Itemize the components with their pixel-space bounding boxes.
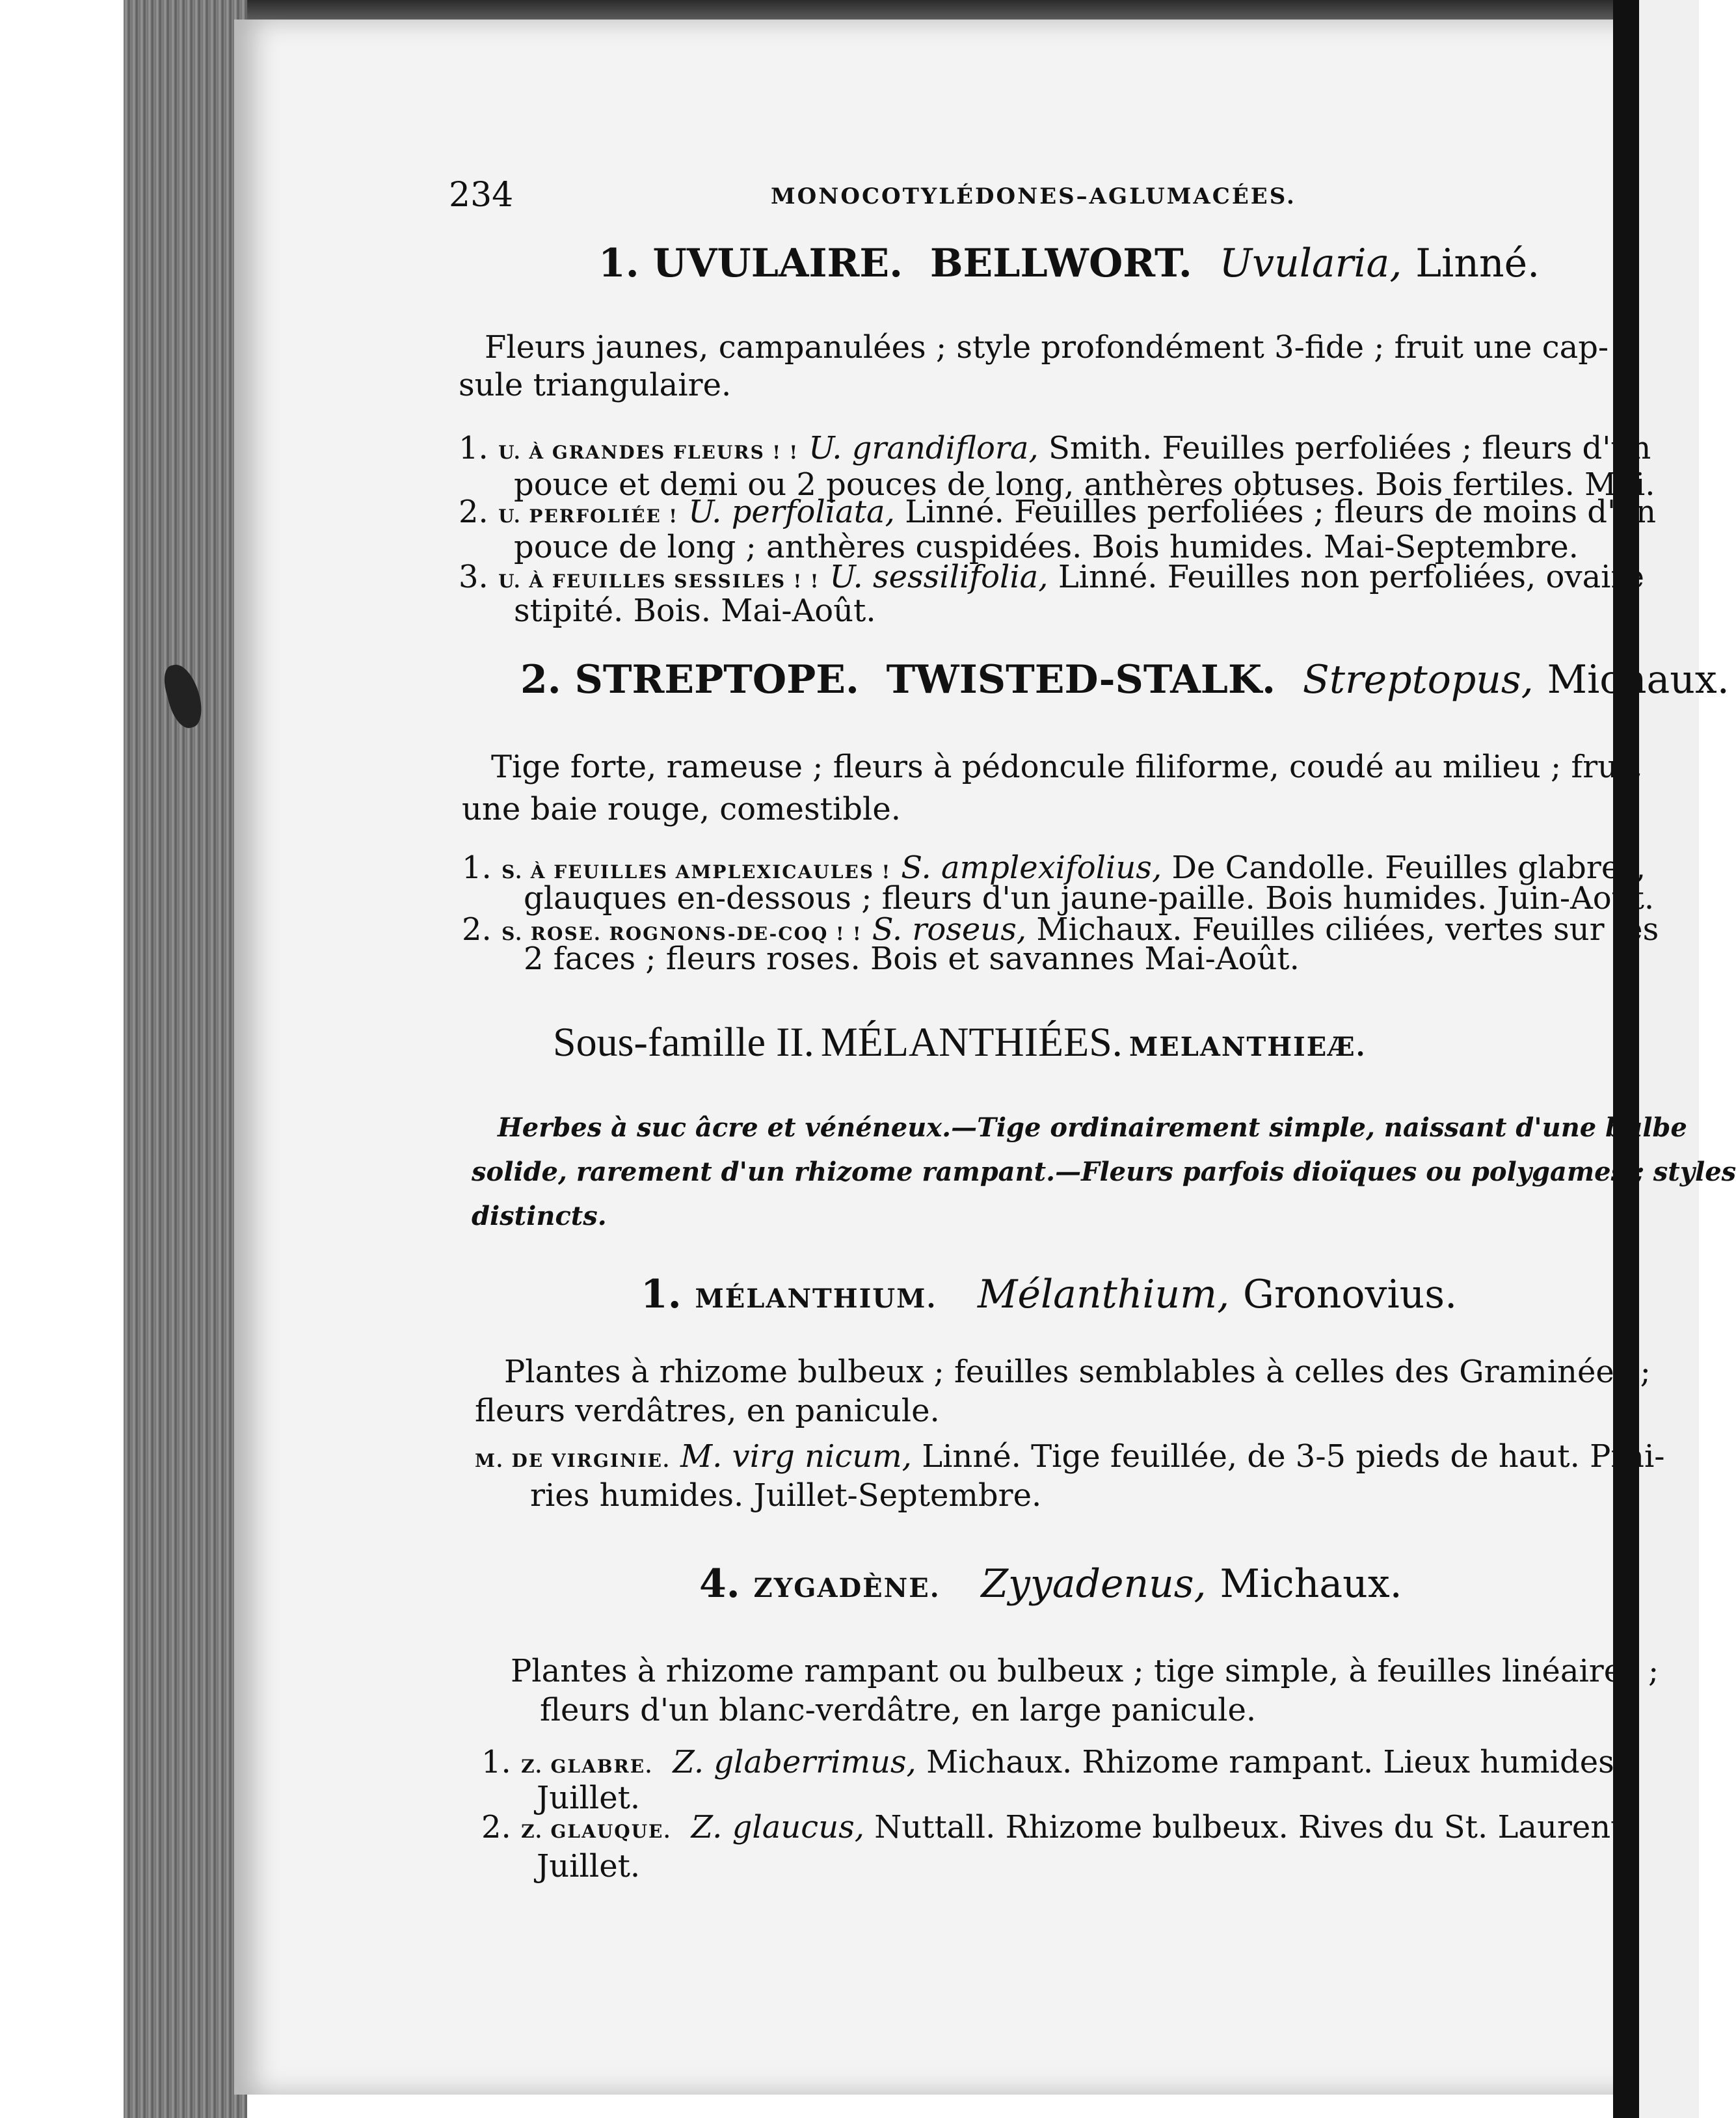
genus-description-line: fleurs verdâtres, en panicule. — [475, 1393, 940, 1429]
genus-number: 1. — [598, 241, 639, 286]
species-entry-cont: pouce et demi ou 2 pouces de long, anthères obtuses. Bois fertiles. Mai. — [514, 466, 1655, 503]
species-entry-cont: 2 faces ; fleurs roses. Bois et savannes Mai-Août. — [524, 941, 1300, 977]
species-entry: 3. U. À FEUILLES SESSILES ! ! U. sessilifolia, Linné. Feuilles non perfoliées, ovaire — [459, 559, 1644, 595]
species-entry: M. DE VIRGINIE. M. virg nicum, Linné. Tige feuillée, de 3-5 pieds de haut. Prai- — [475, 1438, 1665, 1475]
genus-description-line: Tige forte, rameuse ; fleurs à pédoncule filiforme, coudé au milieu ; fruit — [491, 749, 1640, 785]
subfamily-description-line: Herbes à suc âcre et vénéneux.—Tige ordinairement simple, naissant d'une bulbe — [498, 1112, 1687, 1143]
genus-heading-melanthium: 1. MÉLANTHIUM. Mélanthium, Gronovius. — [641, 1272, 1458, 1317]
genus-en: BELLWORT. — [929, 241, 1192, 286]
species-entry: 1. S. À FEUILLES AMPLEXICAULES ! S. amplexifolius, De Candolle. Feuilles glabres, — [462, 850, 1646, 886]
genus-description-line: sule triangulaire. — [459, 367, 732, 403]
genus-author: Linné. — [1415, 241, 1540, 286]
page-number: 234 — [449, 176, 514, 215]
subfamily-description-line: solide, rarement d'un rhizome rampant.—Fleurs parfois dioïques ou polygames ; styles — [472, 1157, 1736, 1187]
species-entry-cont: Juillet. — [537, 1780, 641, 1816]
species-entry: 1. Z. GLABRE. Z. glaberrimus, Michaux. Rhizome rampant. Lieux humides. — [481, 1744, 1624, 1780]
subfamily-latin: MELANTHIEÆ. — [1128, 1032, 1367, 1062]
species-entry: 2. Z. GLAUQUE. Z. glaucus, Nuttall. Rhizome bulbeux. Rives du St. Laurent. — [481, 1809, 1633, 1845]
subfamily-label: Sous-famille II. — [553, 1019, 814, 1065]
book-page-stack — [124, 0, 247, 2118]
species-entry-cont: glauques en-dessous ; fleurs d'un jaune-paille. Bois humides. Juin-Août. — [524, 880, 1655, 917]
genus-heading-uvularia — [598, 241, 1540, 286]
genus-fr: UVULAIRE. — [652, 241, 903, 286]
genus-description-line: une baie rouge, comestible. — [462, 791, 901, 827]
genus-description-line: Plantes à rhizome bulbeux ; feuilles semblables à celles des Graminées ; — [504, 1354, 1651, 1390]
subfamily-name: MÉLANTHIÉES. — [820, 1019, 1123, 1065]
subfamily-heading — [553, 1018, 1367, 1066]
next-page-edge — [1639, 0, 1699, 2118]
species-entry: 2. U. PERFOLIÉE ! U. perfoliata, Linné. Feuilles perfoliées ; fleurs de moins d'un — [459, 494, 1656, 530]
species-entry-cont: ries humides. Juillet-Septembre. — [530, 1477, 1042, 1514]
species-entry: 1. U. À GRANDES FLEURS ! ! U. grandiflora, Smith. Feuilles perfoliées ; fleurs d'un — [459, 430, 1651, 466]
subfamily-description-line: distincts. — [472, 1201, 607, 1231]
genus-description-line: fleurs d'un blanc-verdâtre, en large panicule. — [540, 1692, 1257, 1728]
species-entry-cont: Juillet. — [537, 1848, 641, 1884]
species-entry: 2. S. ROSE. ROGNONS-DE-COQ ! ! S. roseus, Michaux. Feuilles ciliées, vertes sur les — [462, 911, 1659, 948]
genus-latin: Uvularia, — [1219, 241, 1402, 286]
book-gutter-right — [1613, 0, 1639, 2118]
species-entry-cont: stipité. Bois. Mai-Août. — [514, 593, 876, 629]
species-entry-cont: pouce de long ; anthères cuspidées. Bois humides. Mai-Septembre. — [514, 529, 1579, 565]
genus-heading-zygadenus: 4. ZYGADÈNE. Zyyadenus, Michaux. — [699, 1561, 1402, 1607]
running-title: MONOCOTYLÉDONES–AGLUMACÉES. — [771, 183, 1296, 209]
genus-heading-streptopus: 2. STREPTOPE. TWISTED-STALK. Streptopus, Michaux. — [520, 657, 1729, 703]
genus-description-line: Plantes à rhizome rampant ou bulbeux ; tige simple, à feuilles linéaires ; — [511, 1653, 1659, 1689]
genus-description-line: Fleurs jaunes, campanulées ; style profondément 3-fide ; fruit une cap- — [485, 329, 1609, 366]
